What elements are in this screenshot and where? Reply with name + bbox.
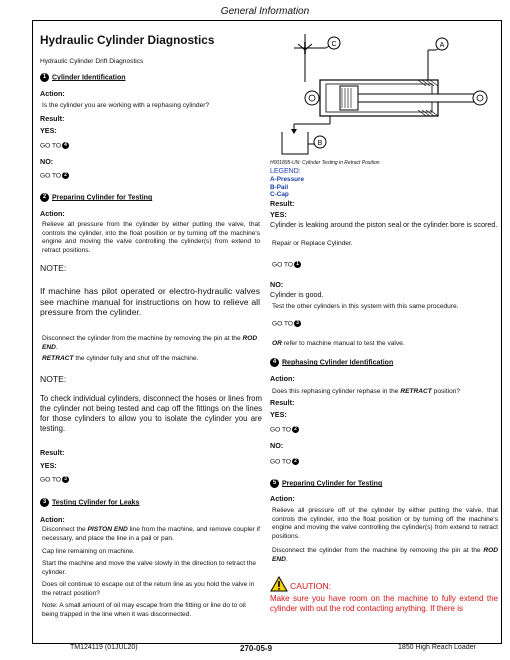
step-5-text1: Relieve all pressure off of the cylinder by either putting the valve, that controls the cylinder, into the float position or by turning off the machine's engine and moving the valve controlling the cylinder(s) from extend to retract positions. [272,507,498,540]
rod-end-pin [477,95,483,101]
note-label: NOTE: [40,263,67,273]
step-4-number: 4 [270,358,279,367]
step-2-text3 [42,355,260,364]
text-part: the cylinder fully and shut off the machine. [75,355,199,362]
or-text [272,340,405,349]
step-3-heading [40,498,139,507]
step-1-heading [40,73,126,82]
step-3-label: Testing Cylinder for Leaks [52,499,140,507]
step-4-label: Rephasing Cylinder Identification [282,359,394,367]
callout-b: B [317,140,323,147]
step-3-text4: Does oil continue to escape out of the return line as you hold the valve in the retract position? [42,581,255,597]
goto-text: GO TO [40,142,62,150]
goto-text: GO TO [272,261,294,269]
footer-page-number: 270-05-9 [240,644,273,653]
caution-label: CAUTION: [290,581,332,591]
page-header: General Information [220,6,310,17]
yes-label: YES: [270,210,287,219]
piston-end-text: PISTON END [87,526,128,533]
text-part: . [55,343,58,351]
step-5-number: 5 [270,479,279,488]
note-label: NOTE: [40,374,67,384]
step-2-text2 [42,335,260,352]
or-label: OR [272,340,282,347]
step-4-text [272,388,500,397]
return-arrow [291,129,297,134]
step-2-number: 2 [40,193,49,202]
no-text2: Test the other cylinders in this system with this same procedure. [272,303,459,310]
step-5-label: Preparing Cylinder for Testing [282,480,383,488]
step-3-text2: Cap line remaining on machine. [42,548,135,555]
piston-rod [358,94,474,102]
text-part: refer to machine manual to test the valve. [283,340,405,347]
no-label: NO: [270,441,284,450]
text-part: Disconnect the cylinder from the machine by removing the pin at the [42,335,241,342]
legend-b: B-Pail [270,184,289,191]
rod-end-text: ROD END [42,335,258,351]
goto-link[interactable] [40,142,69,151]
goto-text: GO TO [270,426,292,434]
goto-link[interactable] [272,261,301,270]
callout-c: C [331,41,337,48]
action-label: Action: [40,515,65,524]
text-part: Disconnect the cylinder from the machine by removing the pin at the [272,547,481,554]
callout-a: A [439,42,445,49]
step-3-number: 3 [40,498,49,507]
goto-link[interactable] [40,476,69,485]
result-label: Result: [40,114,65,123]
footer-model: 1850 High Reach Loader [398,644,476,651]
repair-text: Repair or Replace Cylinder. [272,240,353,247]
action-label: Action: [270,374,295,383]
goto-number: 2 [62,172,69,179]
goto-number: 1 [294,261,301,268]
pail [282,132,308,154]
step-5-text2 [272,547,498,564]
goto-number: 2 [292,458,299,465]
text-part: position? [433,388,461,395]
rod-end-text: ROD END [272,547,498,563]
step-2-label: Preparing Cylinder for Testing [52,194,153,202]
goto-text: GO TO [272,320,294,328]
goto-text: GO TO [40,476,62,484]
note-text: If machine has pilot operated or electro-hydraulic valves see machine manual for instructions on how to relieve all pressure from the cylinder. [40,286,260,318]
step-5-heading [270,479,382,488]
retract-text: RETRACT [42,355,74,362]
step-2-text: Relieve all pressure from the cylinder by either putting the valve, that controls the cylinder, into the float position or by turning off the machine's engine and moving the valve controlling the cylinder(s) from extend to retract positions. [42,221,260,254]
note-text: To check individual cylinders, disconnect the hoses or lines from the cylinder not being tested and cap off the fittings on the lines for those cylinders to allow you to isolate the cylinder you are testing. [40,394,262,434]
legend-title: LEGEND: [270,168,301,175]
legend-a: A-Pressure [270,176,305,183]
action-label: Action: [40,209,65,218]
text-part: . [285,555,288,563]
goto-link[interactable] [270,458,299,467]
subtitle: Hydraulic Cylinder Drift Diagnostics [40,58,144,65]
goto-link[interactable] [272,320,301,329]
step-3-text3: Start the machine and move the valve slowly in the direction to retract the cylinder. [42,560,257,576]
result-label: Result: [270,398,295,407]
step-3-text1 [42,526,260,543]
result-label: Result: [270,199,295,208]
warning-icon [270,576,288,592]
step-1-number: 1 [40,73,49,82]
goto-number: 2 [292,426,299,433]
yes-label: YES: [270,410,287,419]
result-label: Result: [40,448,65,457]
action-label: Action: [40,89,65,98]
yes-text: Cylinder is leaking around the piston seal or the cylinder bore is scored. [270,220,498,229]
text-part: Disconnect the [42,526,86,533]
no-label: NO: [270,280,284,289]
goto-text: GO TO [40,172,62,180]
text-part: Does this rephasing cylinder rephase in the [272,388,399,395]
legend-c: C-Cap [270,191,289,198]
page-title: Hydraulic Cylinder Diagnostics [40,33,215,47]
goto-number: 3 [294,320,301,327]
piston [340,86,358,110]
step-1-label: Cylinder Identification [52,74,126,82]
goto-link[interactable] [40,172,69,181]
yes-label: YES: [40,126,57,135]
footer-doc-id: TM124119 (01JUL20) [70,644,138,651]
base-end-pin [309,95,315,101]
step-3-text5: Note: A small amount of oil may escape from the fitting or line do to oil being trapped in the line when it was disconnected. [42,602,246,618]
step-4-heading [270,358,393,367]
retract-text: RETRACT [400,388,432,395]
no-text: Cylinder is good. [270,290,324,299]
yes-label: YES: [40,461,57,470]
goto-number: 3 [62,476,69,483]
action-label: Action: [270,494,295,503]
goto-link[interactable] [270,426,299,435]
step-1-text: Is the cylinder you are working with a rephasing cylinder? [42,102,210,109]
figure-caption: H001895-UN: Cylinder Testing in Retract Position [270,160,380,166]
goto-number: 4 [62,142,69,149]
goto-text: GO TO [270,458,292,466]
caution-text: Make sure you have room on the machine to fully extend the cylinder with out the rod contacting anything. If there is [270,594,498,613]
no-label: NO: [40,157,54,166]
cylinder-diagram [268,28,502,158]
step-2-heading [40,193,152,202]
text-part: line from the machine, and remove coupler if necessary, and place the line in a pail or pan. [42,526,260,542]
